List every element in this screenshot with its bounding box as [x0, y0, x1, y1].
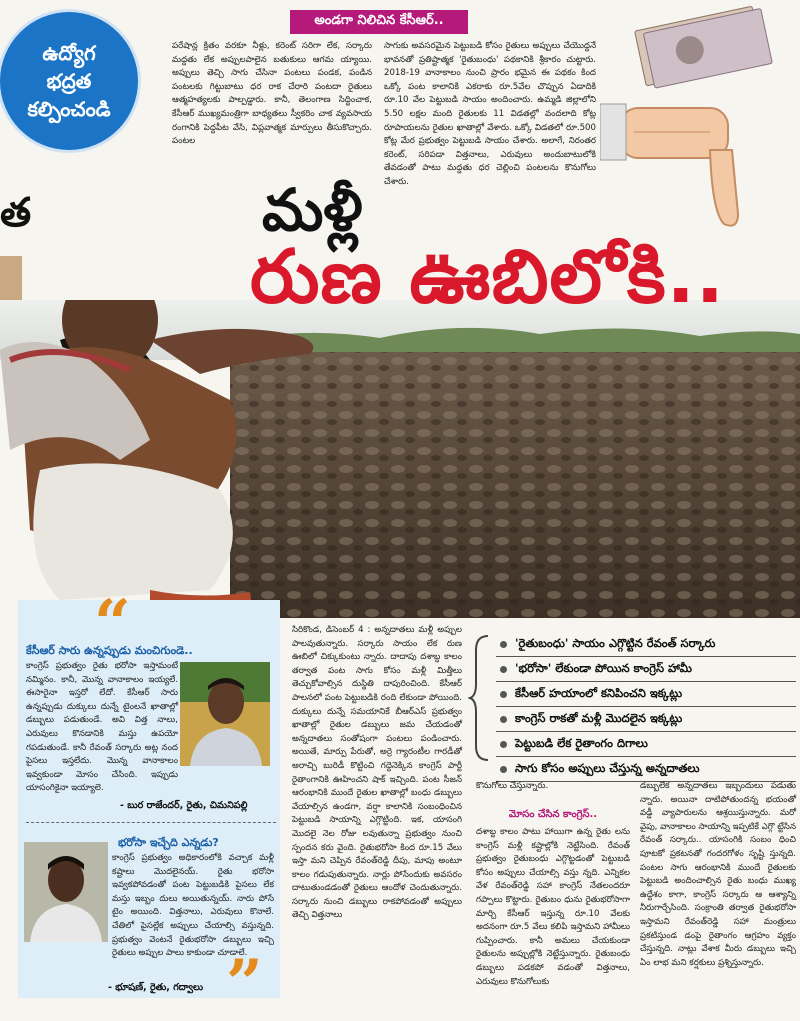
close-quote-icon: ”: [226, 946, 263, 1021]
key-point: సాగు కోసం అప్పులు చేస్తున్న అన్నదాతలు: [496, 757, 796, 782]
badge-line: కల్పించండి: [27, 97, 111, 121]
article-column-3: డబ్బులేక అన్నదాతలు ఇబ్బందులు పడుతు న్నారు. అయినా దాటిపోతుందన్న భయంతో వడ్డీ వ్యాపారులను ఆశ్రయిస్తున్నారు. మరో వైపు, వానాకాలం సాయాన్ని ఇప్పటికే ఎగ్గొ ట్టేసిన రేవంత్ సర్కారు.. యాసంగికి సంబం ధించి పూటకో ప్రకటనతో గందరగోళం సృష్టి స్తున్నది. పంటల సాగు ఆరంభానికి ముందే రైతులకు పెట్టుబడి అందించాల్సిన రైతు బంధు ముఖ్య ఉద్దేశం కాగా, కాంగ్రెస్ సర్కారు ఆ ఆశ్యాన్ని నీరుగార్చేసింది. సంక్రాంతి తర్వాత రైతుభరోసా ఇస్తామని రేవంత్‌రెడ్డి సహా మంత్రులు ప్రకటిస్తుండ డంపై రైతాంగం ఆగ్రహం వ్యక్తం చేస్తున్నది. నాట్లు వేశాక మీరు డబ్బులు ఇచ్చి ఏం లాభ మని కర్షకులు ప్రశ్నిస్తున్నారు.: [640, 781, 796, 968]
headline-line-1: మళ్లీ: [262, 176, 363, 244]
testimonial-2-title: భరోసా ఇచ్చేది ఎన్నడు?: [118, 836, 219, 849]
key-point: పెట్టుబడి లేక రైతాంగం దిగాలు: [496, 732, 796, 757]
testimonial-divider: [26, 822, 276, 823]
section-kicker: అండగా నిలిచిన కేసీఆర్..: [290, 10, 468, 34]
article-column-2: దశాబ్ద కాలం పాటు హాయిగా ఉన్న రైతు లను కాంగ్రెస్ మళ్లీ కష్టాల్లోకి నెట్టేసింది. రేవంత్ ప్రభుత్వం రైతుబంధు ఎగ్గొట్టడంతో పెట్టుబడి కోసం అప్పులు చేయాల్సి వస్తు న్నది. ఎన్నికల వేళ రేవంత్‌రెడ్డి సహా కాంగ్రెస్ నేతలందరూ గప్పాలు కొట్టారు. రైతుబం ధును రైతుభరోసాగా మార్చి కేసీఆర్ ఇస్తున్న రూ.10 వేలకు అదనంగా రూ.5 వేలు కలిపి ఇస్తామని హామీలు గుప్పించారు. కానీ అమలు చేయకుండా రైతులను అప్పుల్లోకి నెట్టేస్తున్నారు. రైతుబంధు డబ్బులు పడకపో వడంతో విత్తనాలు, ఎరువులు కొనుగోలుకు: [476, 827, 630, 987]
testimonial-2-body: కాంగ్రెస్ ప్రభుత్వం అధికారంలోకి వచ్చాక మళ్లీ కష్టాలు మొదలైనయ్. రైతు భరోసా ఇవ్వకపోవడంతో పంట పెట్టుబడికి పైసలు లేక మస్తు ఇబ్బం దులు అయితున్నయ్. నారు పోసే టైం అయింది. విత్తనాలు, ఎరువులు కొనాలే. చేతిలో పైసల్లేక అప్పులు చేయాల్సి వస్తున్నది. ప్రభుత్వం వెంటనే రైతుభరోసా డబ్బులు ఇచ్చి రైతులు అప్పుల పాలు కాకుండా చూడాలే.: [112, 853, 274, 959]
key-points-list: [496, 632, 796, 782]
testimonial-1-body: కాంగ్రెస్ ప్రభుత్వం రైతు భరోసా ఇస్తామంటే నమ్మినం. కానీ, మొన్న వానాకాలం ఇయ్యలే. ఈసారైనా ఇస్తరో లేదో. కేసీఆర్ సారు ఉన్నప్పుడు దుక్కులు దున్నే టైంలనే ఖాతాల్లో డబ్బులు పడుతుండే. అవి విత్త నాలు, ఎరువులు కొనడానికి మస్తు ఉపయో గపడుతుండే. కానీ రేవంత్ సర్కారు అట్ల నంద పైసలు ఇస్తలేదు. మొన్న వానాకాలం ఇవ్వకుండా మోసం చేసింది. ఇప్పుడు యాసంగికైనా ఇయ్యాలె.: [26, 661, 178, 794]
badge-line: ఉద్యోగ: [42, 41, 96, 65]
article-subheading: మోసం చేసిన కాంగ్రెస్..: [508, 809, 598, 820]
bullet-dot: [500, 741, 507, 748]
testimonial-1-title: కేసీఆర్ సారు ఉన్నప్పుడు మంచిగుండె..: [26, 644, 193, 657]
testimonial-1-signature: - బుర రాజేందర్, రైతు, చిమనిపల్లి: [120, 800, 248, 811]
headline-line-2: రుణ ఊబిలోకి..: [250, 234, 725, 320]
bullet-dot: [500, 691, 507, 698]
intro-column-1: పరేషాన్ల క్రితం వరకూ నీళ్లు, కరెంట్ సరిగా లేక, సర్కారు మద్దతు లేక అప్పులపాలైన బతుకులు ఆగమ య్యాయి. అప్పులు తెచ్చి సాగు చేసినా పంటలు పండక, పండిన పంటలకు గిట్టుబాటు ధర రాక చేరారి పంటదా రైతులు ఆత్మహత్యలకు పాల్పడ్డారు. కానీ, తెలంగాణ సిద్ధించాక, కేసీఆర్ ముఖ్యమంత్రిగా బాధ్యతలు స్వీకరిం చాక వ్యవసాయ రంగానికి పెద్దపీట వేసి, విప్లవాత్మక మార్పులు తీసుకొచ్చారు. పంటల: [172, 41, 372, 147]
key-point: కాంగ్రెస్ రాకతో మళ్లీ మొదలైన ఇక్కట్లు: [496, 707, 796, 732]
key-point: 'రైతుబంధు' సాయం ఎగ్గొట్టిన రేవంత్ సర్కారు: [496, 632, 796, 657]
open-quote-icon: “: [94, 586, 131, 661]
bullet-dot: [500, 641, 507, 648]
farmer-portrait-2: [24, 842, 108, 942]
bullet-dot: [500, 716, 507, 723]
key-point: కేసీఆర్ హయాంలో కనిపించని ఇక్కట్లు: [496, 682, 796, 707]
farmer-dry-field-photo: [0, 300, 800, 618]
bullet-dot: [500, 666, 507, 673]
farmer-portrait-1: [180, 662, 270, 766]
testimonial-2-signature: - భూషణ్, రైతు, గద్వాలు: [108, 982, 203, 993]
article-column-1: సిరికొండ, డిసెంబర్ 4 : అన్నదాతలు మళ్లీ అప్పుల పాలవుతున్నారు. సర్కారు సాయం లేక రుణ ఊబిలో చిక్కుకుంటు న్నారు. దాదాపు దశాబ్ద కాలం తర్వాత పంట సాగు కోసం మళ్లీ మిత్తీలు తెచ్చుకోవాల్సిన దుస్థితి దాపురించింది. కేసీఆర్ పాలనలో పంట పెట్టుబడికి రంది లేకుండా పోయింది. దుక్కులు దున్నే సమయానికే బీఆర్ఎస్ ప్రభుత్వం ఖాతాల్లో రైతుల డబ్బులు జమ చేయడంతో అన్నదాతలు సంతోషంగా పంటలు పండించారు. అయితే, మార్పు పేరుతో, అర్రె గ్యారంటీల గారడీతో అరాచ్చి బురిడీ కొట్టించి గద్దెనెక్కిన కాంగ్రెస్ పార్టీ రైతాంగానికి ఊహించని షాక్ ఇచ్చింది. పంట సీజన్ ఆరంభానికి ముందే రైతుల ఖాతాల్లో బంధు డబ్బులు వేయాల్సిన ఉండగా, వర్షా కాలానికి సంబంధించిన పెట్టుబడి సాయాన్ని ఎగ్గొట్టింది. ఇక, యాసంగి మొదలై నెల రోజు లవుతున్నా ప్రభుత్వం నుంచి స్పందన కరు వైంది. రైతుభరోసా కింద రూ.15 వేలు ఇస్తా మని చెప్పిన రేవంత్‌రెడ్డి దీపు, మాపు అంటూ కాలం గడుపుతున్నారు. నార్లు పోసేందుకు అవసరం దాటుతుండడంతో రైతులు ఆందోళ చెందుతున్నారు. సర్కారు నుంచి డబ్బులు రాకపోవడంతో అప్పులు తెచ్చి విత్తనాలు: [292, 625, 462, 921]
bullets-brace: [468, 634, 492, 762]
article-column-2-lead: కొనుగోలు చేస్తున్నారు.: [476, 781, 549, 791]
side-headline-fragment: త: [0, 190, 32, 236]
intro-column-2: సాగుకు అవసరమైన పెట్టుబడి కోసం రైతులు అప్పులు చేయొద్దనే భావనతో ప్రతిష్టాత్మక 'రైతుబంధు' పథకానికి శ్రీకారం చుట్టారు. 2018-19 వానాకాలం నుంచి ప్రారం భమైన ఈ పథకం కింద ఒక్కో పంట కాలానికి ఎకరాకు రూ.5వేల చొప్పున ఏడాదికి రూ.10 వేల పెట్టుబడి సాయం అందించారు. ఉమ్మడి జిల్లాలోని 5.50 లక్షల మంది రైతులకు 11 విడతల్లో వందలాది కోట్ల రూపాయలను రైతుల ఖాతాల్లో వేశారు. ఒక్కో విడతలో రూ.500 కోట్ల మేర ప్రభుత్వం పెట్టుబడి సాయం చేశారు. అలాగే, నిరంతర కరెంట్, సరిపడా విత్తనాలు, ఎరువులు అందుబాటులోకి తేవడంతో పాటు మద్దతు ధర చెల్లించి పంటలను కొనుగోలు చేశారు.: [384, 41, 596, 187]
key-point: 'భరోసా' లేకుండా పోయిన కాంగ్రెస్ హామీ: [496, 657, 796, 682]
thumbs-down-money-illustration: [600, 0, 800, 240]
slogan-badge: [0, 12, 138, 150]
bullet-dot: [500, 766, 507, 773]
badge-line: భద్రత: [46, 69, 92, 93]
